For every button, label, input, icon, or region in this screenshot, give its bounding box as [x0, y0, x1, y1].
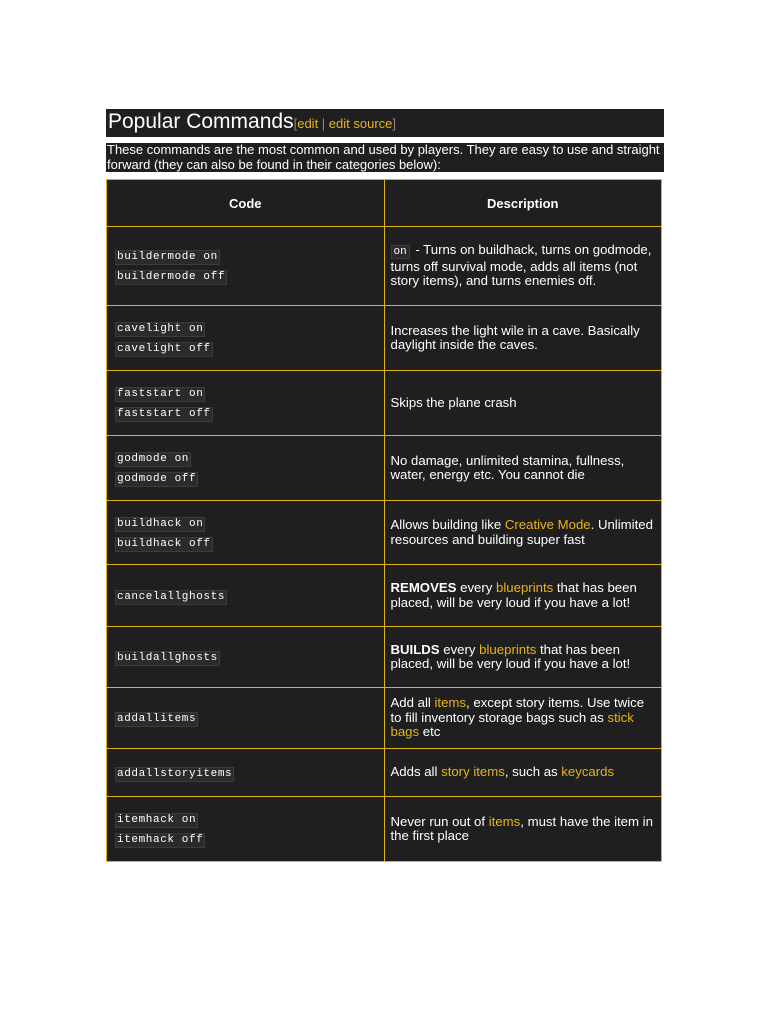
commands-table	[106, 179, 662, 862]
code-cell	[107, 227, 385, 306]
command-code[interactable]: cavelight on	[117, 323, 204, 335]
description-column-header: Description	[384, 180, 662, 227]
items-link[interactable]: items	[488, 813, 521, 829]
description-cell: REMOVES every blueprints that has been placed, will be very loud if you have a lot!	[384, 565, 662, 627]
code-cell	[107, 306, 385, 371]
description-cell: Allows building like Creative Mode. Unlimited resources and building super fast	[384, 501, 662, 565]
command-code[interactable]: godmode off	[117, 473, 197, 485]
command-code[interactable]: buildhack off	[117, 537, 211, 550]
command-code[interactable]: cancelallghosts	[117, 590, 226, 603]
table-row	[107, 797, 662, 862]
command-code[interactable]: buildallghosts	[117, 652, 218, 664]
section-heading	[106, 109, 664, 137]
items-link[interactable]: items	[434, 695, 467, 711]
blueprints-link[interactable]: blueprints	[479, 641, 537, 657]
inline-code: on	[391, 245, 410, 259]
code-cell	[107, 749, 385, 797]
description-cell: Adds all story items, such as keycards	[384, 749, 662, 797]
code-cell	[107, 436, 385, 501]
command-code[interactable]: cavelight off	[117, 343, 211, 355]
description-cell: Increases the light wile in a cave. Basically daylight inside the caves.	[384, 306, 662, 371]
table-row	[107, 306, 662, 371]
code-cell	[107, 501, 385, 565]
table-row	[107, 501, 662, 565]
description-cell: Skips the plane crash	[384, 371, 662, 436]
command-code[interactable]: addallstoryitems	[117, 767, 233, 780]
table-row	[107, 565, 662, 627]
description-cell: Add all items, except story items. Use twice to fill inventory storage bags such as stick bags etc	[384, 688, 662, 749]
table-row	[107, 371, 662, 436]
command-code[interactable]: itemhack off	[117, 834, 204, 846]
table-row	[107, 227, 662, 306]
intro-paragraph: These commands are the most common and used by players. They are easy to use and straight forward (they can also be found in their categories below):	[106, 143, 664, 172]
stick-bags-link[interactable]: stick bags	[390, 709, 634, 740]
code-cell	[107, 797, 385, 862]
table-row	[107, 688, 662, 749]
code-cell	[107, 627, 385, 688]
table-header-row	[107, 180, 662, 227]
command-code[interactable]: faststart on	[117, 388, 204, 400]
creative-mode-link[interactable]: Creative Mode	[504, 517, 591, 532]
command-code[interactable]: buildhack on	[117, 517, 204, 530]
description-cell: Never run out of items, must have the item in the first place	[384, 797, 662, 862]
table-row	[107, 749, 662, 797]
code-cell	[107, 371, 385, 436]
command-code[interactable]: buildermode on	[117, 251, 218, 263]
edit-links: [edit | edit source]	[293, 116, 397, 131]
description-cell: BUILDS every blueprints that has been placed, will be very loud if you have a lot!	[384, 627, 662, 688]
command-code[interactable]: godmode on	[117, 453, 190, 465]
command-code[interactable]: itemhack on	[117, 814, 197, 826]
edit-source-link[interactable]: edit source	[328, 116, 393, 131]
command-code[interactable]: buildermode off	[117, 271, 226, 283]
edit-link[interactable]: edit	[297, 116, 319, 131]
code-column-header: Code	[107, 180, 385, 227]
keycards-link[interactable]: keycards	[561, 764, 615, 780]
code-cell	[107, 565, 385, 627]
description-cell: No damage, unlimited stamina, fullness, water, energy etc. You cannot die	[384, 436, 662, 501]
story-items-link[interactable]: story items	[441, 764, 505, 780]
blueprints-link[interactable]: blueprints	[496, 580, 554, 595]
code-cell	[107, 688, 385, 749]
command-code[interactable]: addallitems	[117, 713, 197, 725]
description-cell: on - Turns on buildhack, turns on godmode, turns off survival mode, adds all items (not story items), and turns enemies off.	[384, 227, 662, 306]
table-row	[107, 436, 662, 501]
section-title: Popular Commands	[108, 110, 294, 133]
command-code[interactable]: faststart off	[117, 408, 211, 420]
table-row	[107, 627, 662, 688]
